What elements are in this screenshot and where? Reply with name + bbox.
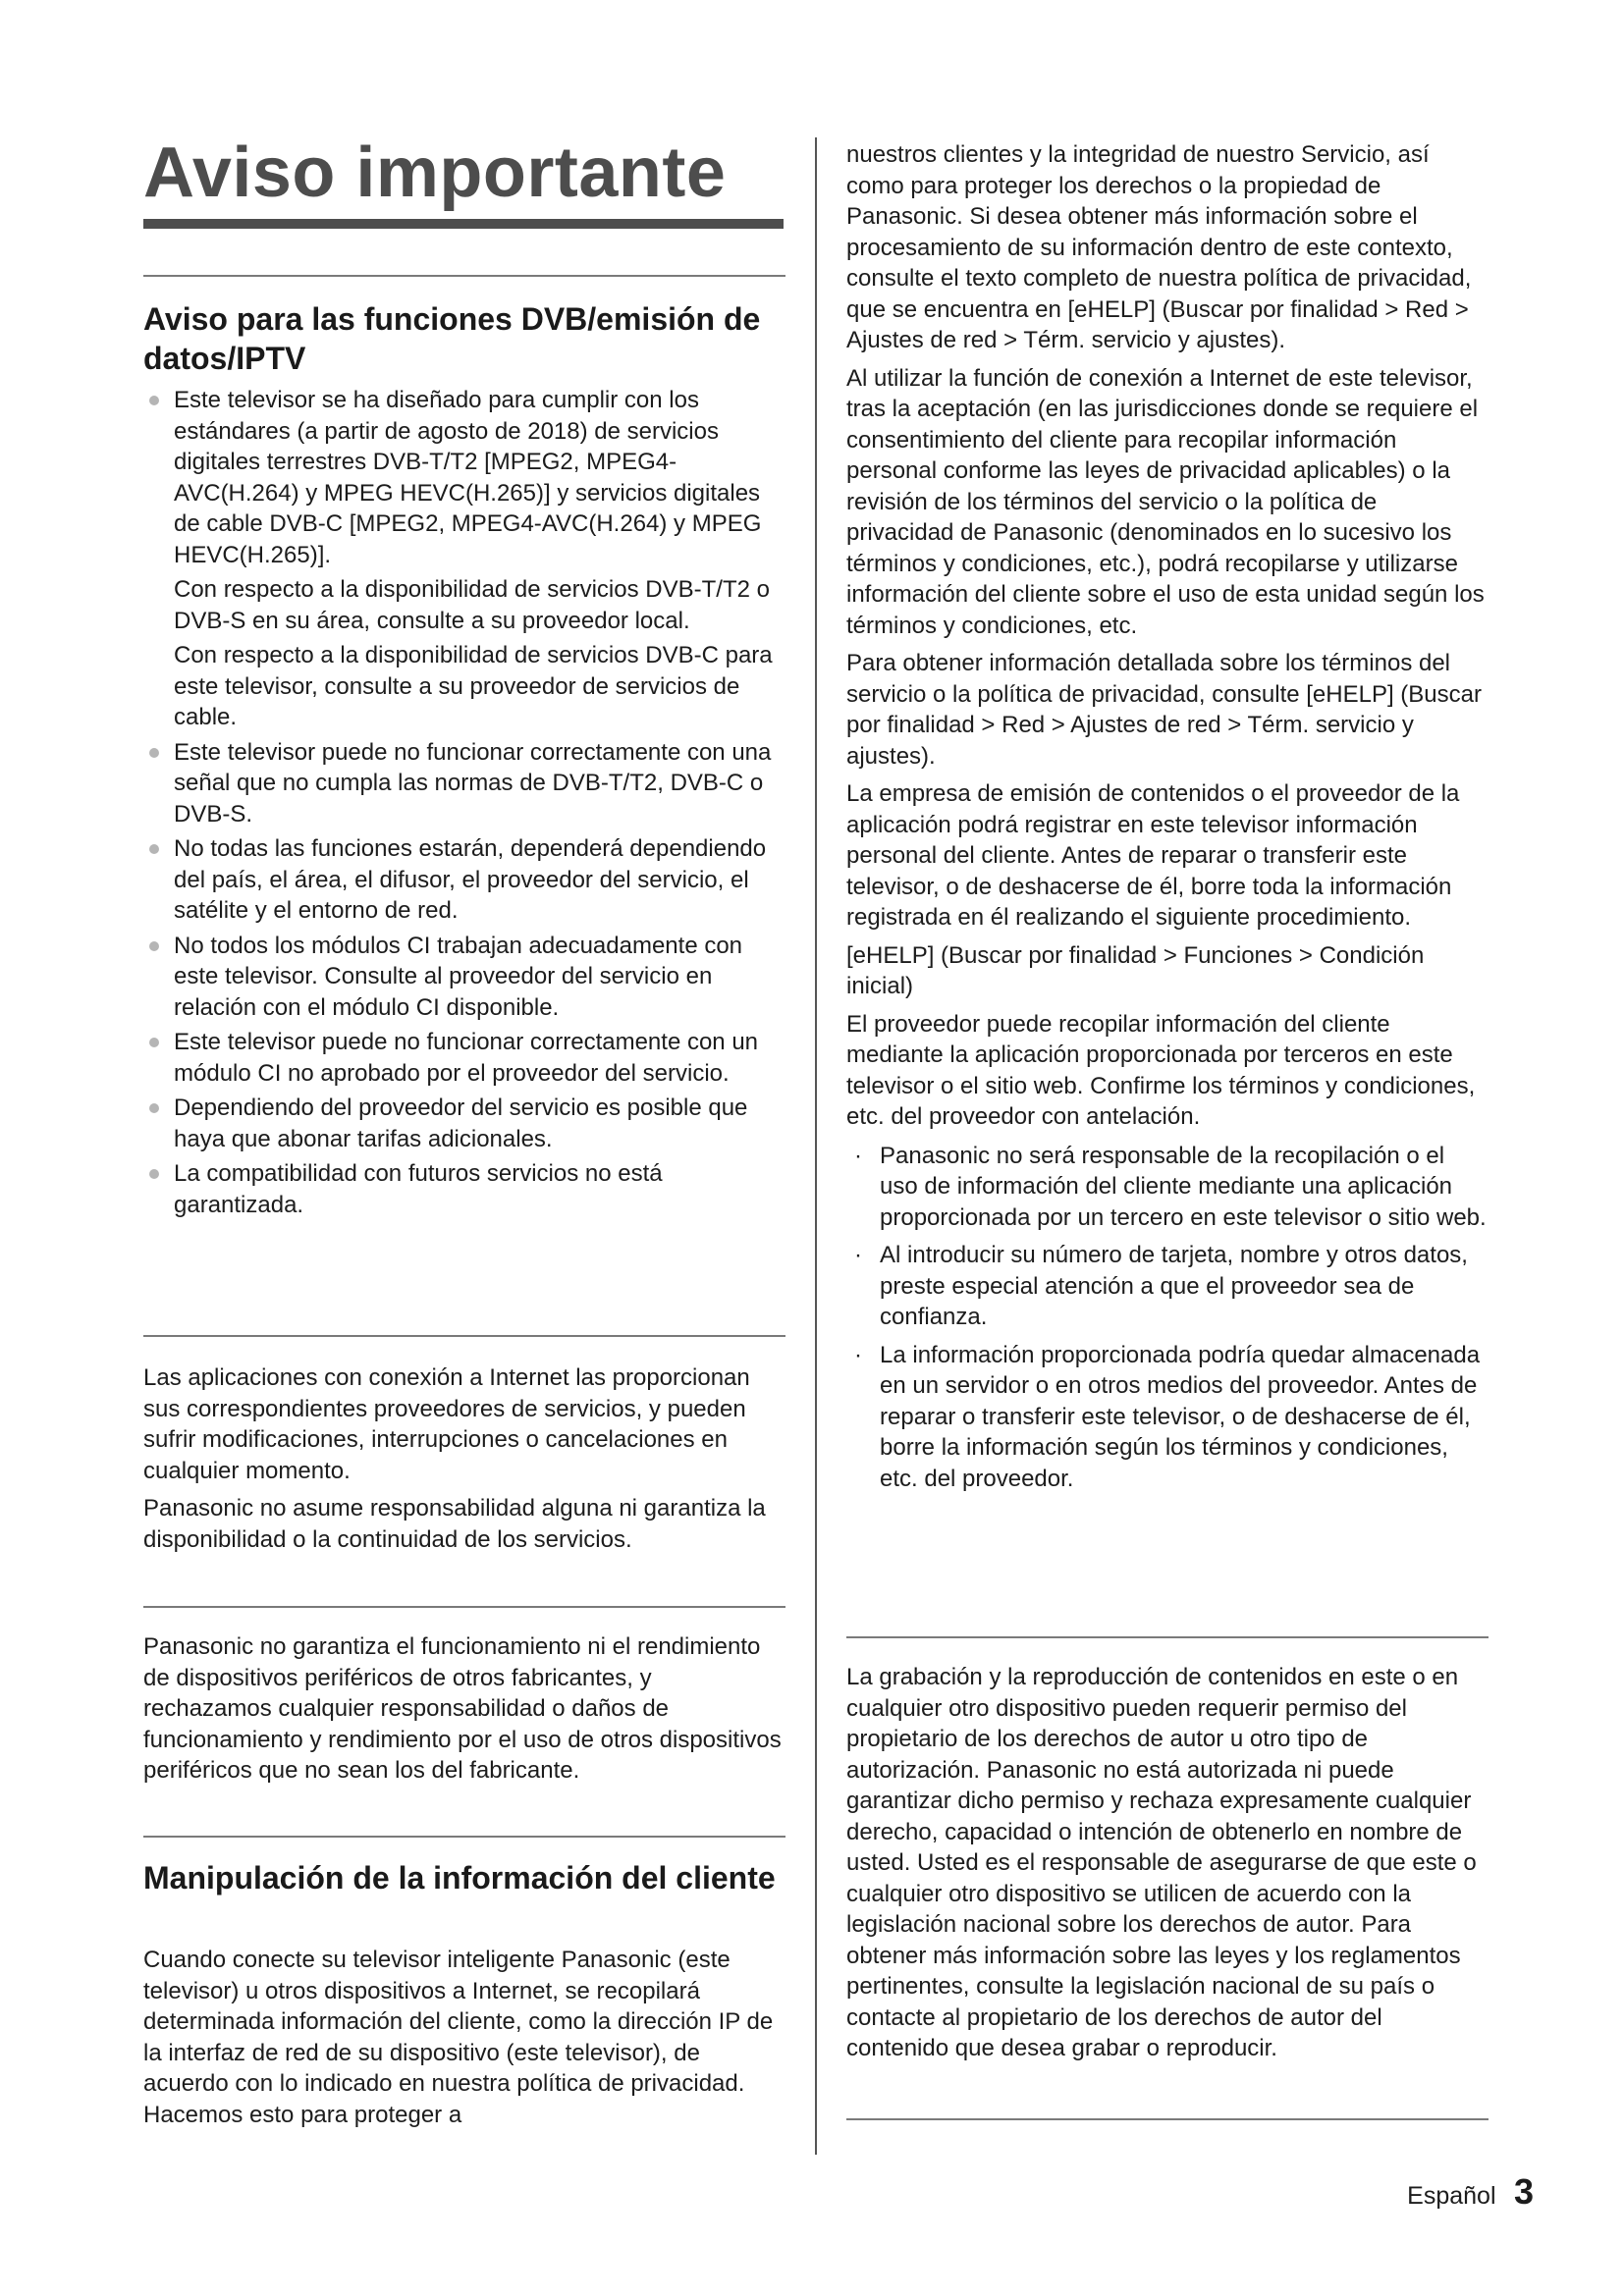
footer-language: Español	[1407, 2182, 1496, 2210]
dvb-bullet-list	[143, 385, 785, 1224]
list-item: Este televisor se ha diseñado para cumplir con los estándares (a partir de agosto de 2018) de servicios digitales terrestres DVB-T/T2 [MPEG2, MPEG4-AVC(H.264) y MPEG HEVC(H.265)] y servicios digitales de cable DVB-C [MPEG2, MPEG4-AVC(H.264) y MPEG HEVC(H.265)].	[143, 385, 785, 570]
bullet-dot-icon	[149, 844, 159, 854]
list-item-note: Con respecto a la disponibilidad de servicios DVB-T/T2 o DVB-S en su área, consulte a su proveedor local.	[174, 576, 770, 634]
bullet-dot-icon	[149, 748, 159, 758]
list-item: La compatibilidad con futuros servicios no está garantizada.	[143, 1158, 785, 1220]
terms-paragraph: Al utilizar la función de conexión a Internet de este televisor, tras la aceptación (en las jurisdicciones donde se requiere el consentimiento del cliente para recopilar información personal conforme las leyes de privacidad aplicables) o la revisión de los términos del servicio o la política de privacidad de Panasonic (denominados en lo sucesivo los términos y condiciones, etc.), podrá recopilarse y utilizarse información del cliente sobre el uso de esta unidad según los términos y condiciones, etc.	[846, 364, 1485, 639]
bullet-dot-icon	[149, 941, 159, 951]
apps-paragraph: Las aplicaciones con conexión a Internet las proporcionan sus correspondientes proveedores de servicios, y pueden sufrir modificaciones, interrupciones o cancelaciones en cualquier momento.	[143, 1364, 750, 1484]
apps-notice	[143, 1362, 785, 1555]
list-item: Este televisor puede no funcionar correctamente con un módulo CI no aprobado por el proveedor del servicio.	[143, 1027, 785, 1089]
section-heading-customer-info: Manipulación de la información del cliente	[143, 1860, 776, 1896]
bullet-dot-icon	[149, 396, 159, 405]
bullet-dot-icon	[149, 1038, 159, 1047]
third-party-list	[846, 1141, 1489, 1495]
list-item: No todos los módulos CI trabajan adecuadamente con este televisor. Consulte al proveedor del servicio en relación con el módulo CI disponible.	[143, 931, 785, 1024]
copyright-notice	[846, 1662, 1489, 2064]
page-title: Aviso importante	[143, 133, 727, 212]
copyright-paragraph: La grabación y la reproducción de contenidos en este o en cualquier otro dispositivo pueden requerir permiso del propietario de los derechos de autor u otro tipo de autorización. Panasonic no está autorizada ni puede garantizar dicho permiso y rechaza expresamente cualquier derecho, capacidad o intención de obtenerlo en nombre de usted. Usted es el responsable de asegurarse de que este o cualquier otro dispositivo se utilicen de acuerdo con la legislación nacional sobre los derechos de autor. Para obtener más información sobre las leyes y los reglamentos pertinentes, consulte la legislación nacional de su país o contacte al propietario de los derechos de autor del contenido que desea grabar o reproducir.	[846, 1664, 1477, 2061]
peripherals-paragraph: Panasonic no garantiza el funcionamiento ni el rendimiento de dispositivos periféricos de otros fabricantes, y rechazamos cualquier responsabilidad o daños de funcionamiento y rendimiento por el uso de otros dispositivos periféricos que no sean los del fabricante.	[143, 1633, 782, 1784]
third-party-paragraph: El proveedor puede recopilar información del cliente mediante la aplicación proporcionada por terceros en este televisor o el sitio web. Confirme los términos y condiciones, etc. del proveedor con antelación.	[846, 1010, 1476, 1130]
section-rule	[846, 1636, 1489, 1638]
list-item: Este televisor puede no funcionar correctamente con una señal que no cumpla las normas de DVB-T/T2, DVB-C o DVB-S.	[143, 737, 785, 830]
customer-info-continued	[846, 139, 1489, 1501]
title-underline-bar	[143, 219, 784, 229]
middle-dot-icon: ·	[854, 1341, 862, 1368]
list-item: · La información proporcionada podría quedar almacenada en un servidor o en otros medios del proveedor. Antes de reparar o transferir este televisor, o de deshacerse de él, borre la información según los términos y condiciones, etc. del proveedor.	[854, 1341, 1481, 1492]
page-number: 3	[1513, 2171, 1534, 2212]
peripherals-notice	[143, 1631, 785, 1787]
ehelp-terms-paragraph: Para obtener información detallada sobre los términos del servicio o la política de privacidad, consulte [eHELP] (Buscar por finalidad > Red > Ajustes de red > Térm. servicio y ajustes).	[846, 650, 1482, 770]
bullet-dot-icon	[149, 1103, 159, 1113]
middle-dot-icon: ·	[854, 1142, 862, 1169]
section-rule	[846, 2118, 1489, 2120]
list-item: No todas las funciones estarán, dependerá dependiendo del país, el área, el difusor, el proveedor del servicio, el satélite y el entorno de red.	[143, 833, 785, 927]
column-divider	[815, 137, 817, 2155]
privacy-paragraph: nuestros clientes y la integridad de nuestro Servicio, así como para proteger los derechos o la propiedad de Panasonic. Si desea obtener más información sobre el procesamiento de su información dentro de este contexto, consulte el texto completo de nuestra política de privacidad, que se encuentra en [eHELP] (Buscar por finalidad > Red > Ajustes de red > Térm. servicio y ajustes).	[846, 141, 1472, 353]
section-rule	[143, 1606, 785, 1608]
broadcaster-paragraph: La empresa de emisión de contenidos o el proveedor de la aplicación podrá registrar en este televisor información personal del cliente. Antes de reparar o transferir este televisor, o de deshacerse de él, borre toda la información registrada en él realizando el siguiente procedimiento.	[846, 780, 1460, 931]
list-item: Dependiendo del proveedor del servicio es posible que haya que abonar tarifas adicionales.	[143, 1093, 785, 1154]
section-rule	[143, 275, 785, 277]
page-footer	[1407, 2171, 1534, 2213]
section-rule	[143, 1335, 785, 1337]
section-rule	[143, 1836, 785, 1838]
bullet-dot-icon	[149, 1169, 159, 1179]
list-item: · Panasonic no será responsable de la recopilación o el uso de información del cliente mediante una aplicación proporcionada por un tercero en este televisor o sitio web.	[854, 1142, 1487, 1231]
no-responsibility-paragraph: Panasonic no asume responsabilidad alguna ni garantiza la disponibilidad o la continuidad de los servicios.	[143, 1495, 766, 1553]
customer-info-paragraph: Cuando conecte su televisor inteligente Panasonic (este televisor) u otros dispositivos a Internet, se recopilará determinada información del cliente, como la dirección IP de la interfaz de red de su dispositivo (este televisor), de acuerdo con lo indicado en nuestra política de privacidad. Hacemos esto para proteger a	[143, 1947, 774, 2128]
section-heading-dvb: Aviso para las funciones DVB/emisión de datos/IPTV	[143, 301, 761, 376]
middle-dot-icon: ·	[854, 1242, 862, 1268]
ehelp-initial-paragraph: [eHELP] (Buscar por finalidad > Funciones > Condición inicial)	[846, 941, 1425, 999]
list-item: · Al introducir su número de tarjeta, nombre y otros datos, preste especial atención a que el proveedor sea de confianza.	[854, 1242, 1468, 1330]
customer-info-body	[143, 1945, 785, 2130]
list-item-note: Con respecto a la disponibilidad de servicios DVB-C para este televisor, consulte a su proveedor de servicios de cable.	[174, 642, 773, 730]
